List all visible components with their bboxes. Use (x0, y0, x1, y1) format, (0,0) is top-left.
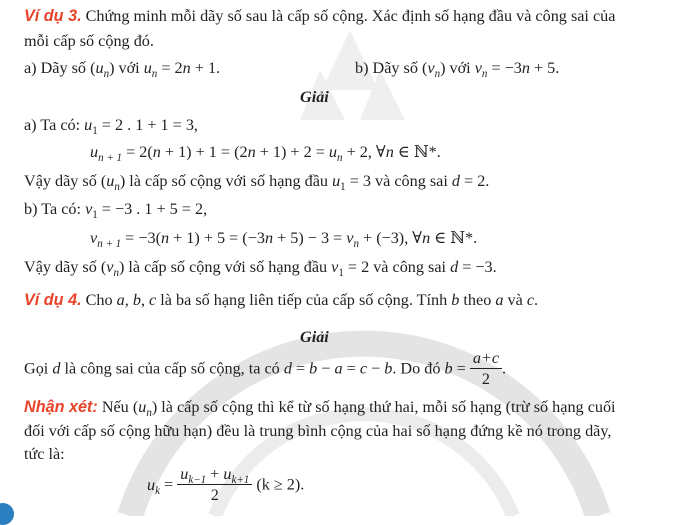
solution-b-conclusion: Vậy dãy số $(v_n)$ là cấp số cộng với số hạng đầu $v_1 = 2$ và công sai d = −3. (24, 258, 497, 279)
example-3-label: Ví dụ 3. (24, 7, 82, 25)
example-3-part-a: a) Dãy số $(u_n)$ với $u_n = 2n + 1$. (24, 59, 221, 80)
example-4-line: Ví dụ 4. Cho a, b, c là ba số hạng liên tiếp của cấp số cộng. Tính b theo a và c. (24, 291, 539, 309)
solution-b-line-2: $v_{n + 1} = -3(n + 1) + 5 = (-3n + 5) - 3 = v_n + (-3)$, ∀n ∈ ℕ*. (90, 229, 478, 250)
solution-a-line-2: $u_{n + 1} = 2(n + 1) + 1 = (2n + 1) + 2 = u_n + 2$, ∀n ∈ ℕ*. (90, 143, 441, 164)
example-3-part-b: b) Dãy số $(v_n)$ với $v_n = -3n + 5$. (355, 59, 560, 80)
solution-b-line-1: b) Ta có: $v_1 = -3$ . 1 + 5 = 2, (24, 200, 208, 221)
solution-a-line-1: a) Ta có: $u_1 = 2$ . 1 + 1 = 3, (24, 116, 198, 137)
remark-line-3: tức là: (24, 445, 65, 463)
solution-a-conclusion: Vậy dãy số $(u_n)$ là cấp số cộng với số hạng đầu $u_1 = 3$ và công sai d = 2. (24, 172, 490, 193)
remark-line-1: Nhận xét: Nếu $(u_n)$ là cấp số cộng thì kể từ số hạng thứ hai, mỗi số hạng (trừ số hạng cuối (24, 398, 616, 419)
solution-title: Giải (300, 88, 329, 106)
example-3-line-1: Ví dụ 3. Chứng minh mỗi dãy số sau là cấp số cộng. Xác định số hạng đầu và công sai của (24, 7, 616, 25)
fraction-average-neighbors: $\frac{u_{k-1} + u_{k+1}}{2}$ (177, 466, 252, 503)
remark-formula: $u_k$ = $\frac{u_{k-1} + u_{k+1}}{2}$ (k ≥ 2). (147, 465, 305, 505)
example-4-solution: Gọi d là công sai của cấp số cộng, ta có d = b − a = c − b. Do đó b = $\frac{a+c}{2}$ . (24, 349, 507, 389)
solution-title-2: Giải (300, 328, 329, 346)
remark-label: Nhận xét: (24, 398, 98, 416)
example-3-line-2: mỗi cấp số cộng đó. (24, 32, 154, 50)
example-4-label: Ví dụ 4. (24, 291, 82, 309)
fraction-a-plus-c-over-2: $\frac{a+c}{2}$ (470, 350, 502, 387)
remark-line-2: đối với cấp số cộng hữu hạn) đều là trung bình cộng của hai số hạng đứng kề nó trong dãy, (24, 422, 612, 440)
